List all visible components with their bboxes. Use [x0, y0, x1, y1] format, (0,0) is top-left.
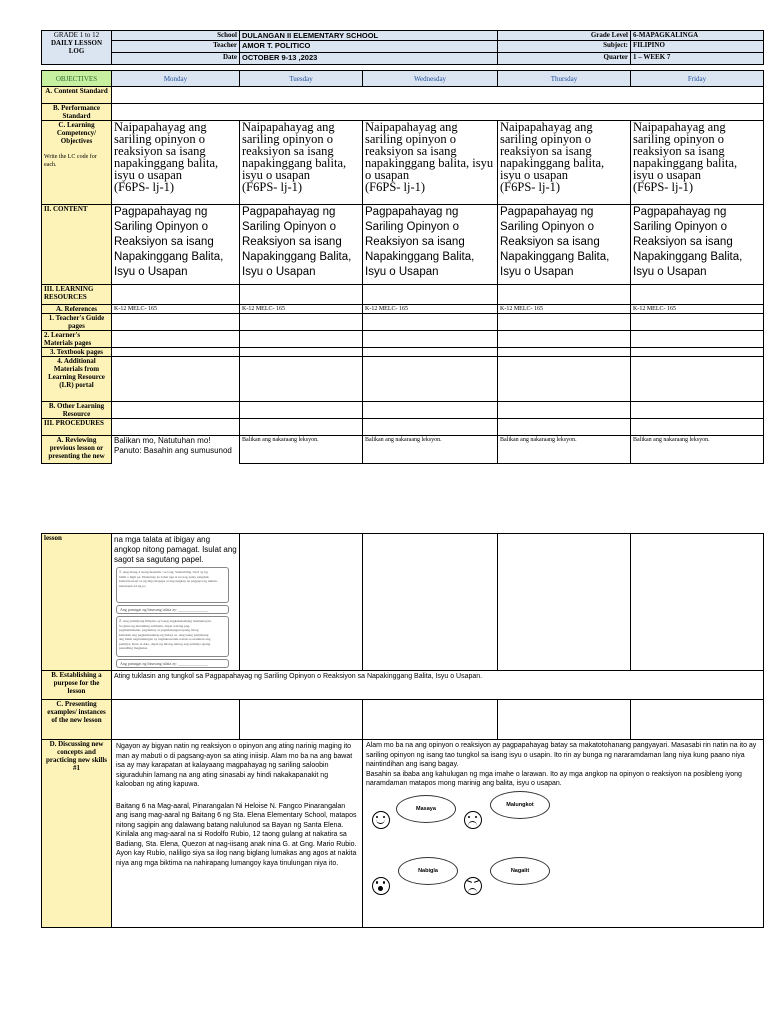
content-friday [631, 205, 764, 285]
discussion-left-p2: Baitang 6 na Mag-aaral, Pinarangalan Ni Heloise N. Fangco Pinarangalan ang isang mag-aaral ng Baitang 6 ng Sta. Elena Elementary School, matapos nitong sagipin ang dalawang batang nalulunod sa Bayan ng Santa Elena. Kinilala ang mag-aaral na si Rodolfo Rubio, 12 taong gulang at nakatira sa Badiang, Sta. Elena, Quezon at nag-iisang anak nina G. at Gng. Mario Rubio. Ayon kay Rubio, naliligo siya sa ilog nang biglang lumakas ang agos at nakita niya ang mga biktima na nahirapang lumangoy kaya tinulungan niya ito. [116, 802, 357, 867]
lesson-log-table-top [41, 30, 764, 464]
content-standard-label: A. Content Standard [42, 87, 112, 104]
grade-range-label: GRADE 1 to 12 [53, 31, 100, 39]
worksheet-answer-line-2: Ang pamagat ng binasang talata ay: _______________ [116, 659, 229, 668]
day-header-tuesday: Tuesday [240, 71, 363, 87]
teacher-value: AMOR T. POLITICO [240, 41, 498, 53]
worksheet-answer-line-1: Ang pamagat ng binasang talata ay: _______________ [116, 605, 229, 614]
learning-competency-label-cell [42, 121, 112, 205]
discussion-left [112, 740, 363, 928]
competency-code: (F6PS- lj-1) [500, 180, 561, 194]
content-text: Pagpapahayag ng Sariling Opinyon o Reaksiyon sa isang Napakinggang Balita, Isyu o Usapan [633, 206, 743, 278]
school-label: School [112, 31, 240, 41]
school-value: DULANGAN II ELEMENTARY SCHOOL [240, 31, 498, 41]
references-label: A. References [42, 305, 112, 314]
competency-code: (F6PS- lj-1) [633, 180, 694, 194]
day-header-friday: Friday [631, 71, 764, 87]
competency-code: (F6PS- lj-1) [114, 180, 175, 194]
review-monday-cont [112, 534, 240, 671]
establishing-label: B. Establishing a purpose for the lesson [42, 671, 112, 700]
review-tuesday: Balikan ang nakaraang leksyon. [240, 436, 363, 464]
emotion-cloud-happy: Masaya [396, 795, 456, 823]
textbook-pages-label: 3. Textbook pages [42, 348, 112, 357]
review-friday: Balikan ang nakaraang leksyon. [631, 436, 764, 464]
competency-text: Naipapahayag ang sariling opinyon o reaksiyon sa isang napakinggang balita, isyu o usapan [242, 120, 347, 182]
emotion-cloud-angry: Nagalit [490, 857, 550, 885]
emotion-cloud-sad: Malungkot [490, 791, 550, 819]
content-monday [112, 205, 240, 285]
doc-title-cell [42, 31, 112, 65]
objectives-header: OBJECTIVES [42, 71, 112, 87]
references-monday: K-12 MELC- 165 [112, 305, 240, 314]
discussion-left-p1: Ngayon ay bigyan natin ng reaksiyon o opinyon ang ating narinig maging ito man ay mabuti o di pagsang-ayon sa ating iniisip. Alam mo ba na ang bawat isa ay may karapatan at kalayaang magpahayag ng sariling saloobin siguraduhin lamang na ang ating sinasabi ay hindi nakakapanakit ng kalooban ng ating kapuwa. [116, 743, 353, 788]
learners-materials-label: 2. Learner's Materials pages [42, 331, 112, 348]
content-text: Pagpapahayag ng Sariling Opinyon o Reaksiyon sa isang Napakinggang Balita, Isyu o Usapan [365, 206, 475, 278]
emotion-cloud-surprised: Nabigla [398, 857, 458, 885]
worksheet-item-2: 2. Ang pamilyang Pilipino ay isang nagkakaisahang mamamayan. Sa gitna ng maraming suliranin, dapat walang pag- pagmamahalan, pagdamay at pagtutulungan upang labag kaltukan ang pagkamasaklap ng buhay sa. Ang isang pamilyang ang hindi nagtutulungan ay nagkakawatak-watak sa saanman ang pamilya. Ikaw at Ako, dapat ng tulong-tulong ang pamilya upang panatiling magkaisa. [116, 616, 229, 657]
review-monday-instruction: Panuto: Basahin ang sumusunod [114, 446, 232, 455]
review-monday [112, 436, 240, 464]
daily-lesson-log-label: DAILY LESSON LOG [50, 39, 103, 55]
surprised-face-icon [372, 877, 390, 895]
day-header-monday: Monday [112, 71, 240, 87]
learning-resources-label: III. LEARNING RESOURCES [42, 285, 112, 305]
review-thursday: Balikan ang nakaraang leksyon. [498, 436, 631, 464]
content-thursday [498, 205, 631, 285]
performance-standard-label: B. Performance Standard [42, 104, 112, 121]
competency-tuesday [240, 121, 363, 205]
references-tuesday: K-12 MELC- 165 [240, 305, 363, 314]
happy-face-icon [372, 811, 390, 829]
worksheet-item-1-text: Ang ulang 4 taong ikaanim / sa Gng. Samarbling 'wisi' ay ng lalim o higit pa. Pinatunay ko lahat nga at na nag-aalay nangbak kamal kawayi sa ng mga mapapa at nag ungkap na pagpapa ng nuhun. natutupan ad.ng pa [119, 570, 218, 588]
content-text: Pagpapahayag ng Sariling Opinyon o Reaksiyon sa isang Napakinggang Balita, Isyu o Usapan [242, 206, 352, 278]
content-tuesday [240, 205, 363, 285]
reviewing-label-cont: lesson [42, 534, 112, 671]
review-monday-text: na mga talata at ibigay ang angkop nitong pamagat. Isulat ang sagot sa sagutang papel. [114, 535, 237, 564]
presenting-label: C. Presenting examples/ instances of the new lesson [42, 700, 112, 740]
grade-level-label: Grade Level [498, 31, 631, 41]
date-label: Date [112, 53, 240, 65]
learning-competency-label: C. Learning Competency/ Objectives [56, 121, 97, 145]
teachers-guide-label: 1. Teacher's Guide pages [42, 314, 112, 331]
quarter-value: 1 – WEEK 7 [631, 53, 764, 65]
references-thursday: K-12 MELC- 165 [498, 305, 631, 314]
discussion-right-p2: Basahin sa ibaba ang kahulugan ng mga imahe o larawan. Ito ay mga angkop na opinyon o reaksiyon na posibleng iyong naramdaman matapos mong marinig ang balita, isyu o usapan. [366, 770, 742, 787]
discussion-right [363, 740, 764, 928]
competency-code: (F6PS- lj-1) [365, 180, 426, 194]
quarter-label: Quarter [498, 53, 631, 65]
day-header-wednesday: Wednesday [363, 71, 498, 87]
discussion-right-p1: Alam mo ba na ang opinyon o reaksiyon ay pagpapahayag batay sa makatotohanang pangyayari. Masasabi rin natin na ito ay sariling opinyon ng isang tao tungkol sa isang isyu o usapin. Ito rin ay bunga ng nararamdaman lang niya kung paano niya naintindihan ang isang bagay. [366, 742, 757, 768]
emotion-illustrations [366, 789, 760, 909]
review-wednesday: Balikan ang nakaraang leksyon. [363, 436, 498, 464]
grade-level-value: 6-MAPAGKALINGA [631, 31, 764, 41]
review-monday-title: Balikan mo, Natutuhan mo! [114, 436, 211, 445]
angry-face-icon [464, 877, 482, 895]
competency-thursday [498, 121, 631, 205]
additional-materials-label: 4. Additional Materials from Learning Resource (LR) portal [42, 357, 112, 402]
references-wednesday: K-12 MELC- 165 [363, 305, 498, 314]
content-text: Pagpapahayag ng Sariling Opinyon o Reaksiyon sa isang Napakinggang Balita, Isyu o Usapan [114, 206, 224, 278]
competency-wednesday [363, 121, 498, 205]
references-friday: K-12 MELC- 165 [631, 305, 764, 314]
competency-code: (F6PS- lj-1) [242, 180, 303, 194]
competency-friday [631, 121, 764, 205]
other-resources-label: B. Other Learning Resource [42, 402, 112, 419]
subject-label: Subject: [498, 41, 631, 53]
content-wednesday [363, 205, 498, 285]
lc-code-note: Write the LC code for each. [44, 154, 97, 168]
lesson-log-table-bottom [41, 533, 764, 928]
competency-text: Naipapahayag ang sariling opinyon o reaksiyon sa isang napakinggang balita, isyu o usapan [365, 120, 494, 182]
worksheet-item-2-text: Ang pamilyang Pilipino ay isang nagkakaisahang mamamayan. Sa gitna ng maraming suliranin, dapat walang pag- pagmamahalan, pagdamay at pagtutulungan upang labag kaltukan ang pagkamasaklap ng buhay sa. Ang isang pamilyang ang hindi nagtutulungan ay nagkakawatak-watak sa saanman ang pamilya. Ikaw at Ako, dapat ng tulong-tulong ang pamilya upang panatiling magkaisa. [119, 619, 212, 650]
content-standard-value [112, 87, 764, 104]
subject-value: FILIPINO [631, 41, 764, 53]
worksheet-item-1: 1. Ang ulang 4 taong ikaanim / sa Gng. Samarbling 'wisi' ay ng lalim o higit pa. Pinatunay ko lahat nga at na nag-aalay nangbak kamal kawayi sa ng mga mapapa at nag ungkap na pagpapa ng nuhun. natutupan ad.ng pa [116, 567, 229, 603]
procedures-label: III. PROCEDURES [42, 419, 112, 436]
content-text: Pagpapahayag ng Sariling Opinyon o Reaksiyon sa isang Napakinggang Balita, Isyu o Usapan [500, 206, 610, 278]
day-header-thursday: Thursday [498, 71, 631, 87]
establishing-text: Ating tuklasin ang tungkol sa Pagpapahayag ng Sariling Opinyon o Reaksiyon sa Napakinggang Balita, Isyu o Usapan. [112, 671, 764, 700]
date-value: OCTOBER 9-13 ,2023 [240, 53, 498, 65]
discussing-label: D. Discussing new concepts and practicing new skills #1 [42, 740, 112, 928]
competency-text: Naipapahayag ang sariling opinyon o reaksiyon sa isang napakinggang balita, isyu o usapan [500, 120, 605, 182]
teacher-label: Teacher [112, 41, 240, 53]
competency-text: Naipapahayag ang sariling opinyon o reaksiyon sa isang napakinggang balita, isyu o usapan [114, 120, 219, 182]
competency-text: Naipapahayag ang sariling opinyon o reaksiyon sa isang napakinggang balita, isyu o usapan [633, 120, 738, 182]
reviewing-label: A. Reviewing previous lesson or presenting the new [42, 436, 112, 464]
performance-standard-value [112, 104, 764, 121]
competency-monday [112, 121, 240, 205]
content-label: II. CONTENT [42, 205, 112, 285]
sad-face-icon [464, 811, 482, 829]
